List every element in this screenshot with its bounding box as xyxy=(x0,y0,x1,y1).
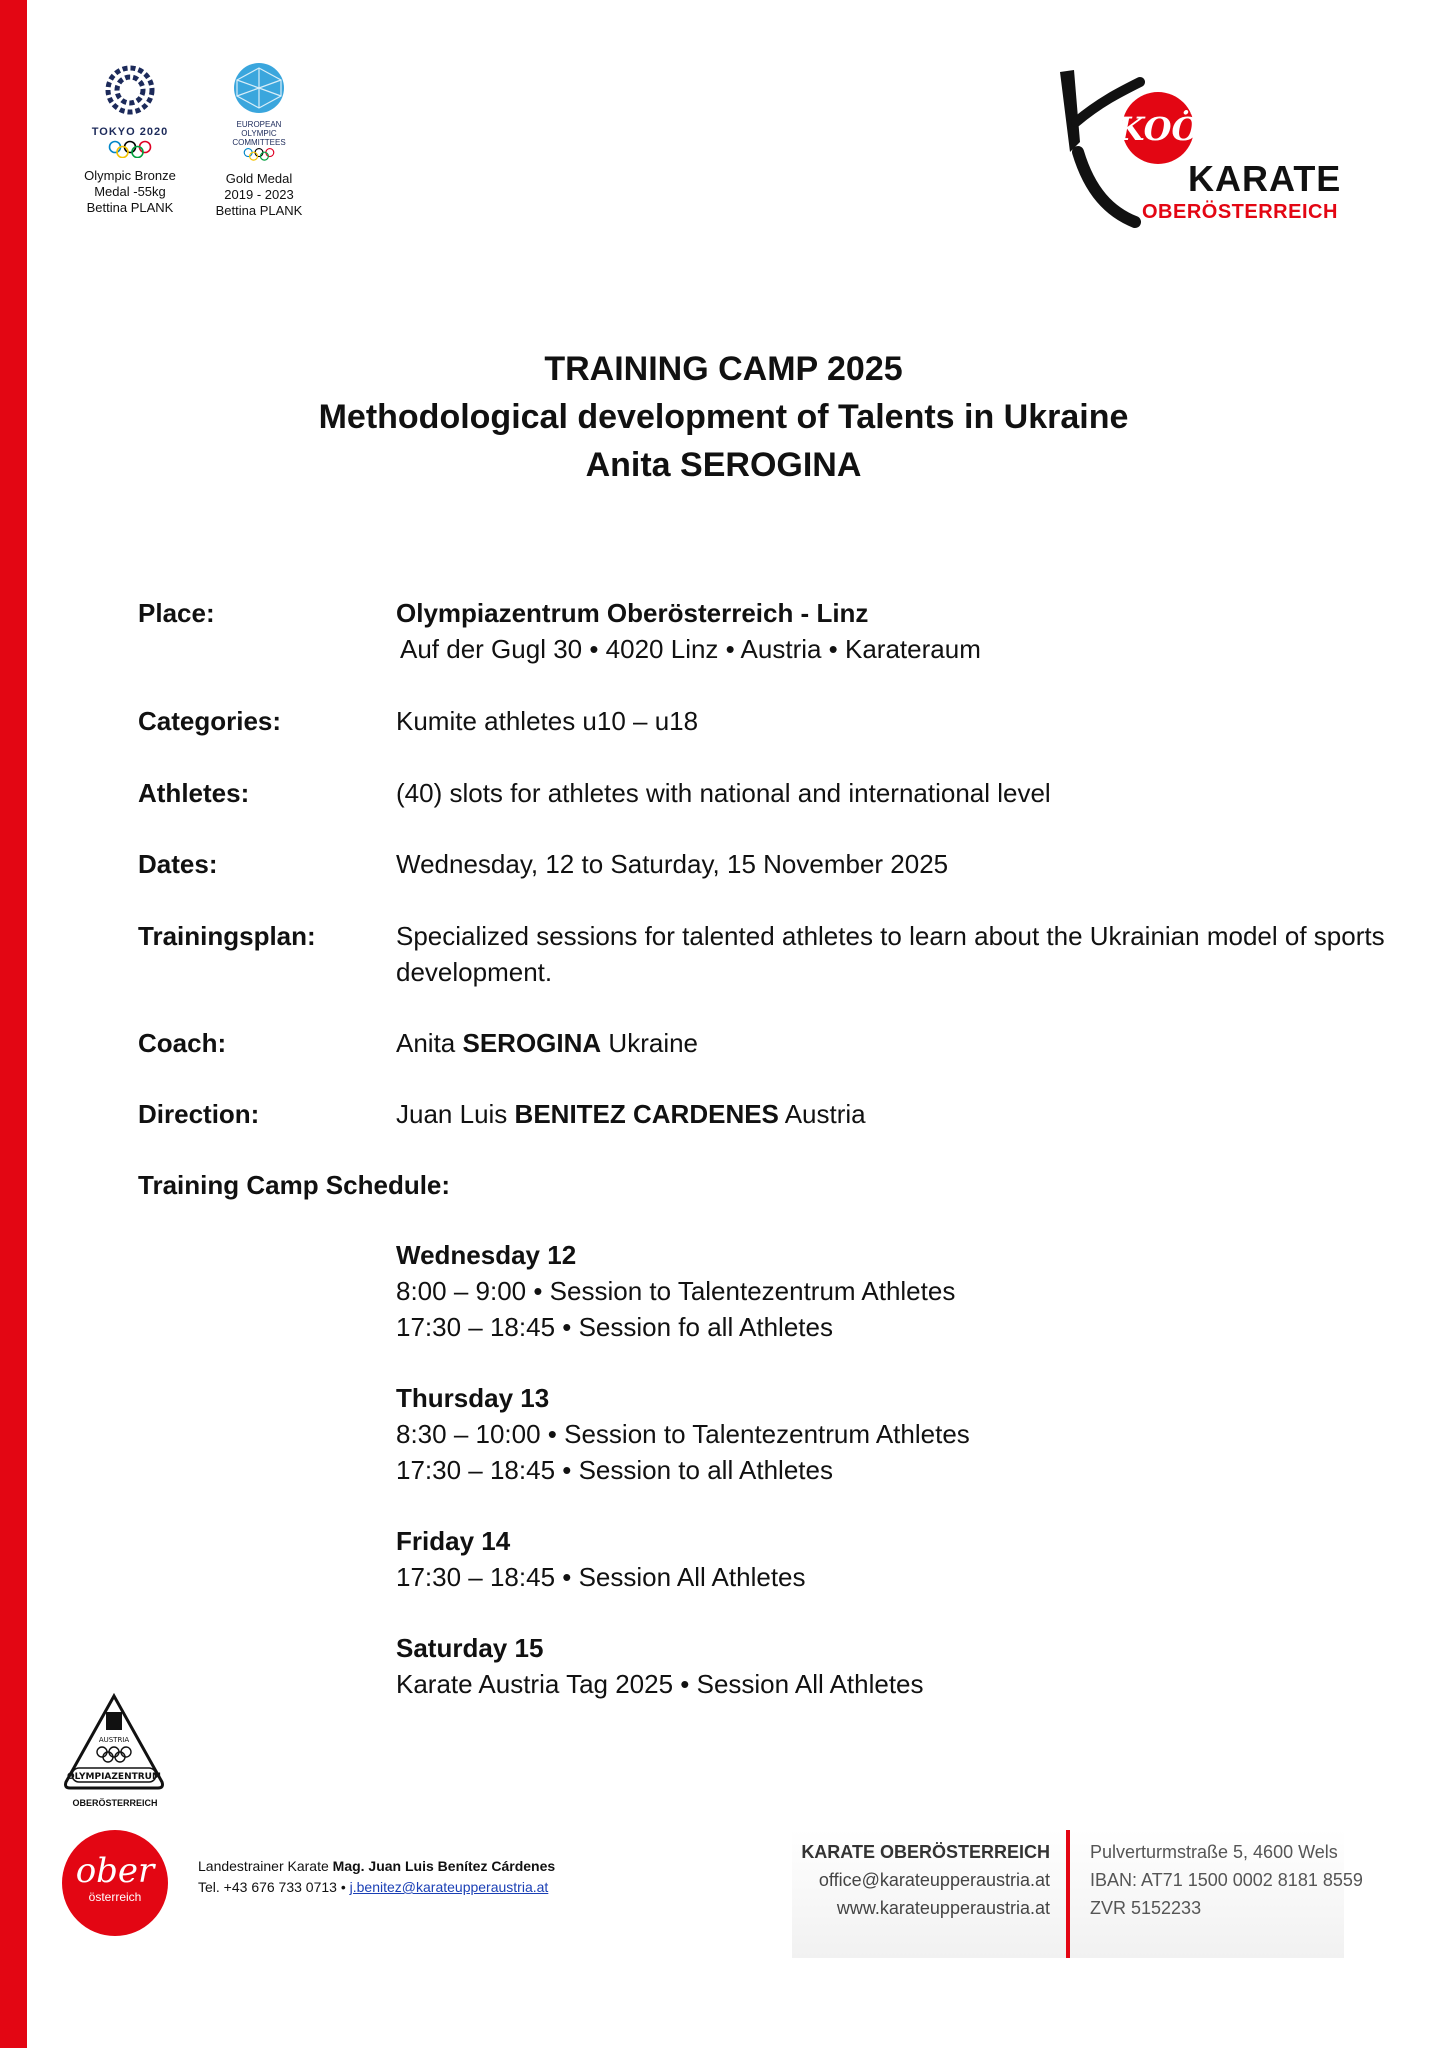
oberosterreich-wordmark: OBERÖSTERREICH xyxy=(1142,201,1338,223)
coach-contact-prefix: Landestrainer Karate xyxy=(198,1858,329,1874)
eoc-text-line1: EUROPEAN xyxy=(236,120,282,129)
org-contact xyxy=(792,1838,1050,1922)
page-title-line3: Anita SEROGINA xyxy=(585,446,862,484)
director-country: Austria xyxy=(784,1099,866,1129)
coach-contact-tel: Tel. +43 676 733 0713 • xyxy=(198,1879,346,1895)
olympic-rings-small-icon xyxy=(241,147,277,161)
schedule-day-saturday xyxy=(396,1630,924,1702)
coach-value xyxy=(396,1025,1396,1061)
direction-label: Direction: xyxy=(138,1099,260,1129)
ober-logo-line2: österreich xyxy=(88,1890,142,1904)
coach-first-name: Anita xyxy=(396,1028,456,1058)
direction-value xyxy=(396,1096,1396,1132)
karate-wordmark: KARATE xyxy=(1188,158,1342,199)
eoc-emblem-icon xyxy=(229,60,289,116)
page-title-line2: Methodological development of Talents in Ukraine xyxy=(318,398,1129,436)
categories-label: Categories: xyxy=(138,706,282,736)
medal1-caption-line3: Bettina PLANK xyxy=(86,200,174,215)
org-website: www.karateupperaustria.at xyxy=(836,1898,1050,1918)
coach-email-link[interactable]: j.benitez@karateupperaustria.at xyxy=(349,1879,549,1895)
athletes-value: (40) slots for athletes with national and international level xyxy=(396,778,1051,808)
org-details xyxy=(1090,1838,1363,1922)
coach-label: Coach: xyxy=(138,1028,227,1058)
schedule-day-thursday xyxy=(396,1380,970,1488)
tokyo-2020-text: TOKYO 2020 xyxy=(91,126,169,138)
schedule-day-title: Friday 14 xyxy=(396,1526,511,1556)
olympiazentrum-logo-icon xyxy=(58,1690,170,1810)
schedule-session: 17:30 – 18:45 • Session All Athletes xyxy=(396,1562,806,1592)
director-last-name: BENITEZ CARDENES xyxy=(514,1099,779,1129)
coach-country: Ukraine xyxy=(608,1028,699,1058)
coach-contact-name: Mag. Juan Luis Benítez Cárdenes xyxy=(332,1858,556,1874)
olympiazentrum-region: OBERÖSTERREICH xyxy=(72,1798,158,1808)
place-value xyxy=(396,595,1396,667)
olympiazentrum-badge-text: AUSTRIA xyxy=(98,1736,130,1744)
director-first-name: Juan Luis xyxy=(396,1099,508,1129)
schedule-session: Karate Austria Tag 2025 • Session All Athletes xyxy=(396,1669,924,1699)
olympiazentrum-name: OLYMPIAZENTRUM xyxy=(67,1772,161,1782)
medal2-caption-line2: 2019 - 2023 xyxy=(224,187,294,202)
athletes-label: Athletes: xyxy=(138,778,250,808)
schedule-session: 17:30 – 18:45 • Session fo all Athletes xyxy=(396,1312,833,1342)
categories-value: Kumite athletes u10 – u18 xyxy=(396,706,699,736)
trainingsplan-label: Trainingsplan: xyxy=(138,921,316,951)
place-address: Auf der Gugl 30 • 4020 Linz • Austria • Karateraum xyxy=(400,634,981,664)
left-red-bar xyxy=(0,0,27,2048)
coach-contact xyxy=(198,1856,555,1898)
olympic-rings-icon xyxy=(105,140,155,158)
org-zvr: ZVR 5152233 xyxy=(1090,1898,1202,1918)
medal1-caption-line1: Olympic Bronze xyxy=(84,168,176,183)
schedule-day-title: Saturday 15 xyxy=(396,1633,544,1663)
ober-logo-line1: ober xyxy=(75,1851,155,1891)
schedule-day-wednesday xyxy=(396,1237,955,1345)
medal1-caption-line2: Medal -55kg xyxy=(94,184,166,199)
schedule-session: 8:00 – 9:00 • Session to Talentezentrum Athletes xyxy=(396,1276,956,1306)
schedule-day-friday xyxy=(396,1523,806,1595)
trainingsplan-value: Specialized sessions for talented athletes to learn about the Ukrainian model of sports development. xyxy=(396,921,1385,987)
schedule-day-title: Thursday 13 xyxy=(396,1383,550,1413)
ko-monogram: KOÖ xyxy=(1116,110,1200,148)
eoc-medal-logo xyxy=(194,60,324,219)
schedule-heading: Training Camp Schedule: xyxy=(138,1170,451,1200)
org-iban: IBAN: AT71 1500 0002 8181 8559 xyxy=(1090,1870,1363,1890)
schedule-day-title: Wednesday 12 xyxy=(396,1240,577,1270)
org-address: Pulverturmstraße 5, 4600 Wels xyxy=(1090,1842,1338,1862)
ober-osterreich-logo xyxy=(62,1830,168,1936)
coach-last-name: SEROGINA xyxy=(462,1028,602,1058)
place-venue: Olympiazentrum Oberösterreich - Linz xyxy=(396,598,869,628)
medal2-caption-line3: Bettina PLANK xyxy=(215,203,303,218)
tokyo-emblem-icon xyxy=(95,60,165,120)
dates-value: Wednesday, 12 to Saturday, 15 November 2025 xyxy=(396,849,949,879)
place-label: Place: xyxy=(138,598,215,628)
org-name: KARATE OBERÖSTERREICH xyxy=(801,1842,1050,1862)
medal2-caption-line1: Gold Medal xyxy=(225,171,293,186)
dates-label: Dates: xyxy=(138,849,218,879)
eoc-text-line3: COMMITTEES xyxy=(232,138,286,147)
schedule-session: 17:30 – 18:45 • Session to all Athletes xyxy=(396,1455,833,1485)
tokyo-2020-medal-logo xyxy=(65,60,195,216)
schedule-session: 8:30 – 10:00 • Session to Talentezentrum Athletes xyxy=(396,1419,970,1449)
page-title-line1: TRAINING CAMP 2025 xyxy=(544,350,903,388)
org-email: office@karateupperaustria.at xyxy=(818,1870,1050,1890)
eoc-text-line2: OLYMPIC xyxy=(241,129,277,138)
address-divider xyxy=(1066,1830,1070,1958)
